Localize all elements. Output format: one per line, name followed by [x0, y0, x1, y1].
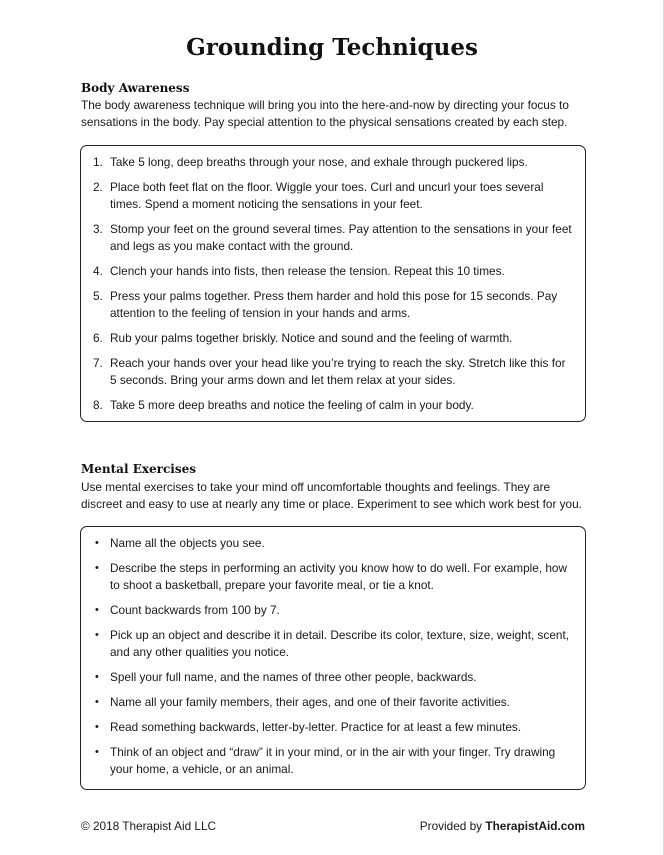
provided-by: [420, 818, 585, 834]
bullet-icon: •: [95, 604, 99, 616]
list-item: • Name all your family members, their ages, and one of their favorite activities.: [95, 695, 510, 709]
mental-exercises-intro: Use mental exercises to take your mind off uncomfortable thoughts and feelings. They are discreet and easy to use at nearly any time or place. Experiment to see which work best for you.: [81, 480, 582, 511]
list-item: • Name all the objects you see.: [95, 536, 265, 550]
list-item: 8. Take 5 more deep breaths and notice the feeling of calm in your body.: [93, 398, 474, 412]
bullet-icon: •: [95, 562, 99, 574]
bullet-icon: •: [95, 721, 99, 733]
list-item: 6. Rub your palms together briskly. Notice and sound and the feeling of warmth.: [93, 331, 513, 345]
body-awareness-box: [80, 145, 586, 422]
bullet-icon: •: [95, 696, 99, 708]
list-item: 4. Clench your hands into fists, then release the tension. Repeat this 10 times.: [93, 264, 505, 278]
list-item: 5. Press your palms together. Press them harder and hold this pose for 15 seconds. Pay attention to the feeling of tension in your hands and arms.: [93, 289, 558, 320]
body-awareness-heading: Body Awareness: [81, 81, 190, 95]
list-item: • Read something backwards, letter-by-letter. Practice for at least a few minutes.: [95, 720, 522, 734]
bullet-icon: •: [95, 629, 99, 641]
list-item: • Think of an object and “draw” it in your mind, or in the air with your finger. Try drawing your home, a vehicle, or an animal.: [95, 745, 556, 776]
mental-exercises-heading: Mental Exercises: [81, 462, 196, 476]
list-item: • Spell your full name, and the names of three other people, backwards.: [95, 670, 477, 684]
list-item: 3. Stomp your feet on the ground several times. Pay attention to the sensations in your feet and legs as you make contact with the ground.: [93, 222, 572, 253]
list-item: 2. Place both feet flat on the floor. Wiggle your toes. Curl and uncurl your toes several times. Spend a moment noticing the sensations in your feet.: [93, 180, 544, 211]
mental-exercises-box: [80, 526, 586, 790]
list-item: • Describe the steps in performing an activity you know how to do well. For example, how to shoot a basketball, prepare your favorite meal, or tie a knot.: [95, 561, 568, 592]
page-title: Grounding Techniques: [186, 34, 478, 61]
body-awareness-steps: [91, 154, 575, 414]
bullet-icon: •: [95, 537, 99, 549]
mental-exercises-list: [91, 535, 575, 778]
list-item: • Count backwards from 100 by 7.: [95, 603, 280, 617]
list-item: • Pick up an object and describe it in detail. Describe its color, texture, size, weight, scent, and any other qualities you notice.: [95, 628, 569, 659]
brand-name: TherapistAid.com: [485, 819, 585, 833]
bullet-icon: •: [95, 746, 99, 758]
body-awareness-intro: The body awareness technique will bring you into the here-and-now by directing your focus to sensations in the body. Pay special attention to the physical sensations created by each step.: [81, 98, 569, 129]
provided-by-label: Provided by: [419, 819, 483, 833]
copyright-notice: © 2018 Therapist Aid LLC: [81, 819, 217, 833]
bullet-icon: •: [95, 671, 99, 683]
list-item: 7. Reach your hands over your head like you’re trying to reach the sky. Stretch like this for 5 seconds. Bring your arms down and let them relax at your sides.: [93, 356, 566, 387]
list-item: 1. Take 5 long, deep breaths through your nose, and exhale through puckered lips.: [93, 155, 528, 169]
